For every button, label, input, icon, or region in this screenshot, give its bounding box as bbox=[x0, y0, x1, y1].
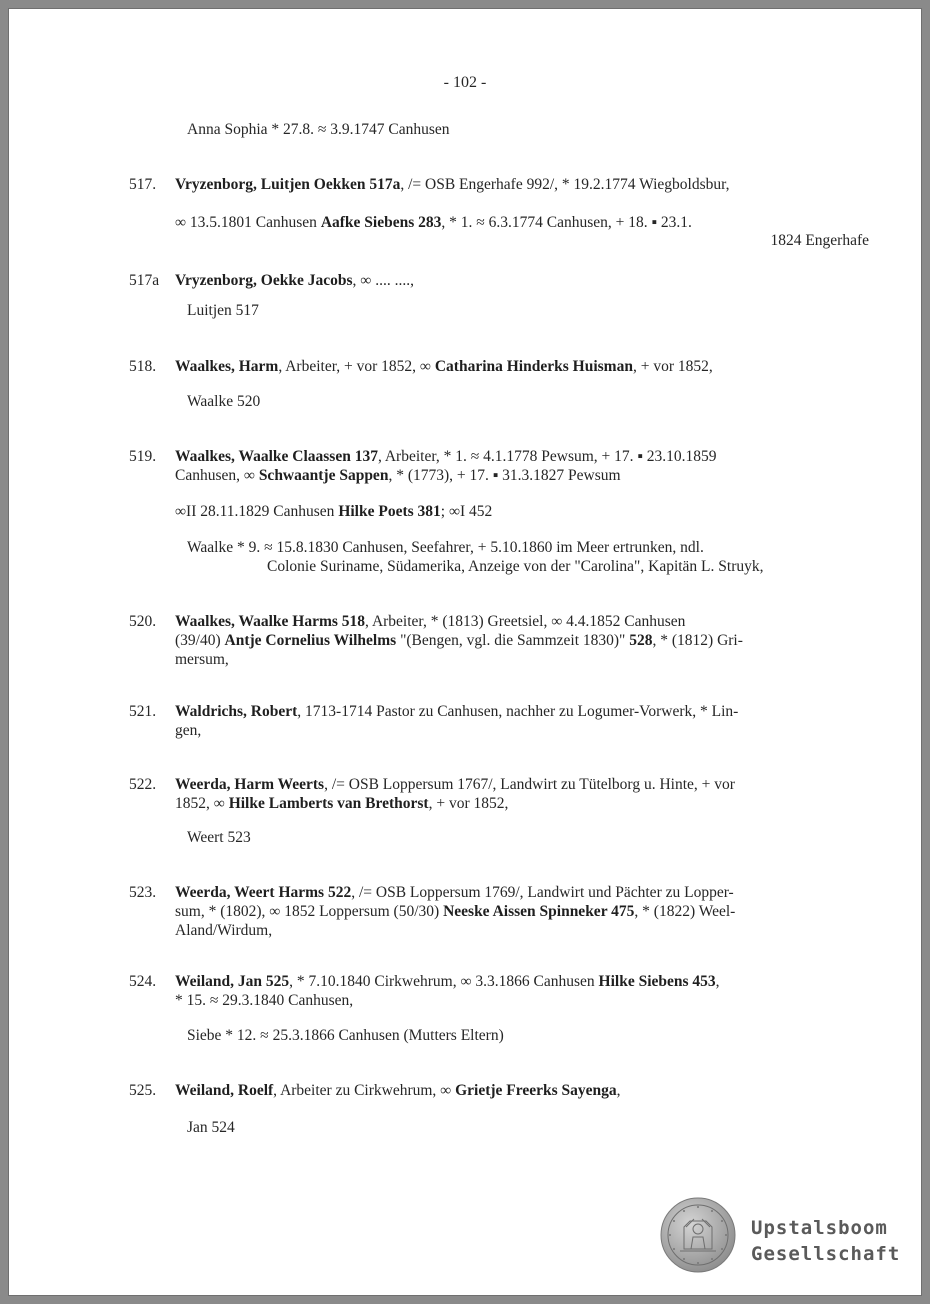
entry-518: 518. Waalkes, Harm, Arbeiter, + vor 1852, ∞ Catharina Hinderks Huisman, + vor 1852, bbox=[129, 358, 713, 375]
entry-519: 519. Waalkes, Waalke Claassen 137, Arbeiter, * 1. ≈ 4.1.1778 Pewsum, + 17. ▪ 23.10.1859 bbox=[129, 448, 717, 465]
spouse-name: Hilke Siebens 453 bbox=[598, 973, 716, 990]
entry-525: 525. Weiland, Roelf, Arbeiter zu Cirkwehrum, ∞ Grietje Freerks Sayenga, bbox=[129, 1082, 621, 1099]
entry-521: 521. Waldrichs, Robert, 1713-1714 Pastor zu Canhusen, nachher zu Logumer-Vorwerk, * Lin- bbox=[129, 703, 739, 720]
spouse-name: Catharina Hinderks Huisman bbox=[434, 358, 633, 375]
spouse-name: Schwaantje Sappen bbox=[258, 467, 389, 484]
entry-520-continued: (39/40) Antje Cornelius Wilhelms "(Bengen, vgl. die Sammzeit 1830)" 528, * (1812) Gri- bbox=[175, 632, 743, 649]
continuation-line: Anna Sophia * 27.8. ≈ 3.9.1747 Canhusen bbox=[187, 121, 450, 138]
entry-517: 517. Vryzenborg, Luitjen Oekken 517a, /= OSB Engerhafe 992/, * 19.2.1774 Wiegboldsbur, bbox=[129, 176, 730, 193]
entry-number: 524. bbox=[129, 973, 157, 990]
entry-524: 524. Weiland, Jan 525, * 7.10.1840 Cirkwehrum, ∞ 3.3.1866 Canhusen Hilke Siebens 453, bbox=[129, 973, 720, 990]
page-number: - 102 - bbox=[443, 74, 487, 91]
entry-name: Waalkes, Waalke Harms 518 bbox=[175, 613, 366, 630]
document-page bbox=[9, 9, 921, 1295]
entry-number: 523. bbox=[129, 884, 157, 901]
entry-number: 519. bbox=[129, 448, 157, 465]
spouse-name: Neeske Aissen Spinneker 475 bbox=[443, 903, 635, 920]
cross-reference: 528 bbox=[629, 632, 653, 649]
entry-522: 522. Weerda, Harm Weerts, /= OSB Loppersum 1767/, Landwirt zu Tütelborg u. Hinte, + vor bbox=[129, 776, 735, 793]
entry-name: Waalkes, Harm bbox=[175, 358, 279, 375]
entry-name: Weiland, Jan 525 bbox=[175, 973, 290, 990]
entry-523-continued-2: Aland/Wirdum, bbox=[175, 922, 273, 939]
spouse-name: Grietje Freerks Sayenga bbox=[455, 1082, 617, 1099]
entry-name: Waldrichs, Robert bbox=[175, 703, 298, 720]
entry-524-child: Siebe * 12. ≈ 25.3.1866 Canhusen (Mutters Eltern) bbox=[187, 1027, 504, 1044]
spouse-name: Antje Cornelius Wilhelms bbox=[224, 632, 397, 649]
entry-521-continued: gen, bbox=[175, 722, 202, 739]
entry-519-second-marriage: ∞II 28.11.1829 Canhusen Hilke Poets 381; ∞I 452 bbox=[175, 503, 493, 520]
entry-519-continued: Canhusen, ∞ Schwaantje Sappen, * (1773), + 17. ▪ 31.3.1827 Pewsum bbox=[175, 467, 621, 484]
entry-517a-child: Luitjen 517 bbox=[187, 302, 259, 319]
entry-518-child: Waalke 520 bbox=[187, 393, 261, 410]
entry-name: Weerda, Harm Weerts bbox=[175, 776, 325, 793]
entry-519-child-continued: Colonie Suriname, Südamerika, Anzeige von der "Carolina", Kapitän L. Struyk, bbox=[267, 558, 764, 575]
entry-523-continued: sum, * (1802), ∞ 1852 Loppersum (50/30) Neeske Aissen Spinneker 475, * (1822) Weel- bbox=[175, 903, 736, 920]
entry-number: 525. bbox=[129, 1082, 157, 1099]
entry-number: 521. bbox=[129, 703, 157, 720]
entry-number: 517. bbox=[129, 176, 157, 193]
logo-line-2: Gesellschaft bbox=[751, 1243, 901, 1265]
seal-icon bbox=[660, 1197, 736, 1273]
entry-522-continued: 1852, ∞ Hilke Lamberts van Brethorst, + vor 1852, bbox=[175, 795, 509, 812]
entry-525-child: Jan 524 bbox=[187, 1119, 235, 1136]
logo-line-1: Upstalsboom bbox=[751, 1217, 888, 1239]
entry-name: Vryzenborg, Oekke Jacobs bbox=[175, 272, 353, 289]
entry-name: Weiland, Roelf bbox=[175, 1082, 274, 1099]
entry-name: Vryzenborg, Luitjen Oekken 517a bbox=[175, 176, 401, 193]
entry-520: 520. Waalkes, Waalke Harms 518, Arbeiter, * (1813) Greetsiel, ∞ 4.4.1852 Canhusen bbox=[129, 613, 686, 630]
entry-number: 520. bbox=[129, 613, 157, 630]
entry-517-marriage: ∞ 13.5.1801 Canhusen Aafke Siebens 283, * 1. ≈ 6.3.1774 Canhusen, + 18. ▪ 23.1. bbox=[175, 214, 692, 231]
entry-name: Weerda, Weert Harms 522 bbox=[175, 884, 352, 901]
entry-522-child: Weert 523 bbox=[187, 829, 251, 846]
entry-524-continued: * 15. ≈ 29.3.1840 Canhusen, bbox=[175, 992, 354, 1009]
entry-517-continued: 1824 Engerhafe bbox=[770, 232, 869, 249]
entry-520-continued-2: mersum, bbox=[175, 651, 229, 668]
entry-number: 518. bbox=[129, 358, 157, 375]
entry-523: 523. Weerda, Weert Harms 522, /= OSB Loppersum 1769/, Landwirt und Pächter zu Lopper- bbox=[129, 884, 734, 901]
entry-number: 522. bbox=[129, 776, 157, 793]
entry-number: 517a bbox=[129, 272, 160, 289]
entry-517a: 517a Vryzenborg, Oekke Jacobs, ∞ .... ...., bbox=[129, 272, 414, 289]
spouse-name: Hilke Poets 381 bbox=[338, 503, 441, 520]
entry-519-child: Waalke * 9. ≈ 15.8.1830 Canhusen, Seefahrer, + 5.10.1860 im Meer ertrunken, ndl. bbox=[187, 539, 704, 556]
spouse-name: Aafke Siebens 283 bbox=[320, 214, 442, 231]
spouse-name: Hilke Lamberts van Brethorst bbox=[228, 795, 429, 812]
entry-name: Waalkes, Waalke Claassen 137 bbox=[175, 448, 378, 465]
society-logo-text bbox=[751, 1215, 900, 1267]
